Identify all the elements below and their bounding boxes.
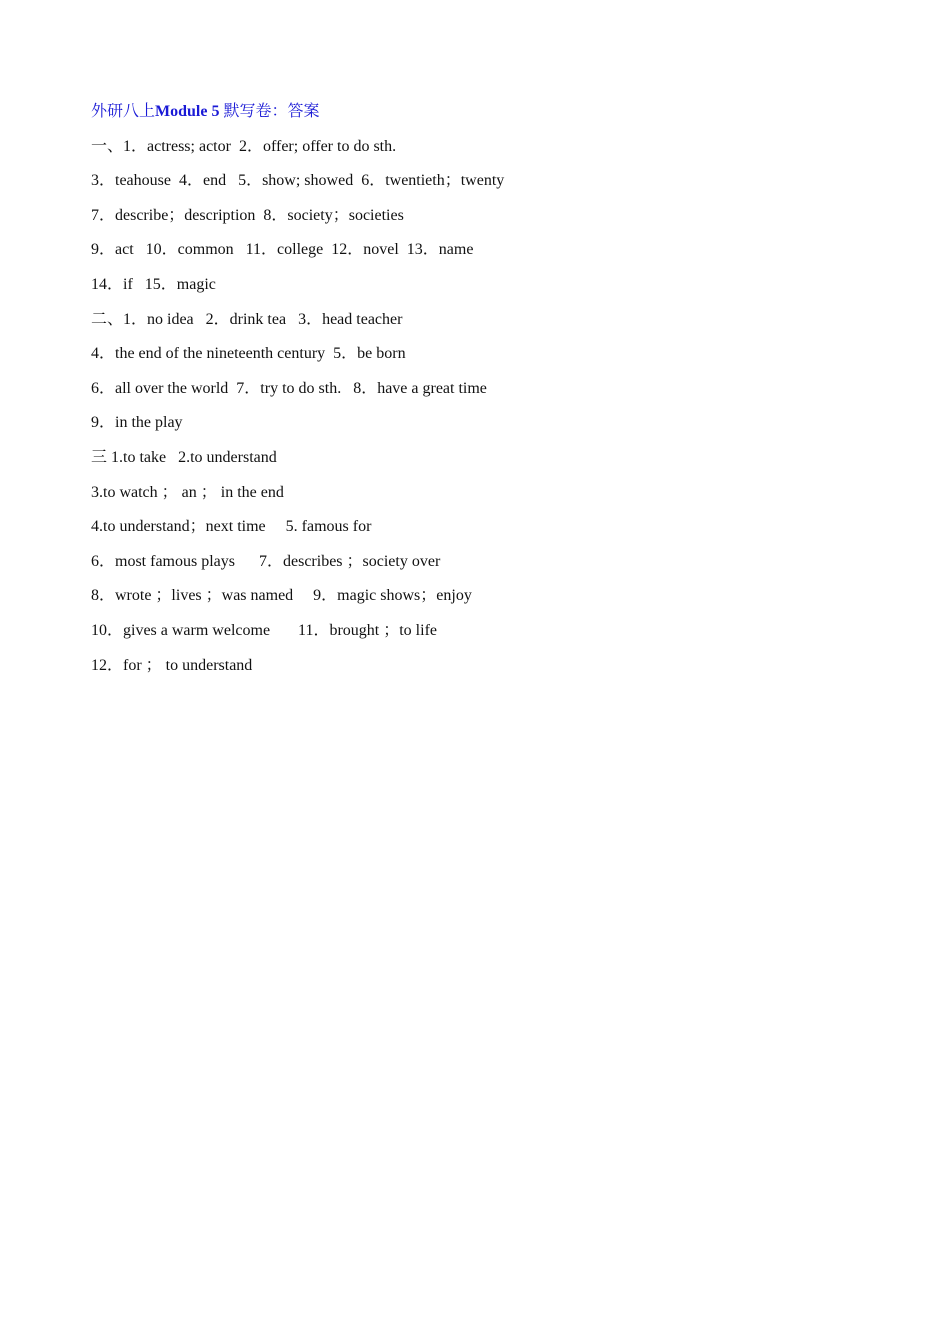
answer-line-5: 14．if 15．magic: [91, 275, 216, 293]
answer-line-8: 6．all over the world 7．try to do sth. 8．have a great time: [91, 379, 487, 397]
answer-line-2: 3．teahouse 4．end 5．show; showed 6．twentieth；twenty: [91, 172, 505, 190]
answer-line-6: 二、1．no idea 2．drink tea 3．head teacher: [91, 310, 403, 328]
answer-line-11: 3.to watch ； an ； in the end: [91, 483, 284, 501]
answer-line-9: 9．in the play: [91, 414, 183, 432]
page-title: [91, 99, 871, 125]
title-module: Module 5: [155, 103, 220, 120]
answer-line-10: 三 1.to take 2.to understand: [91, 448, 277, 466]
answer-line-12: 4.to understand；next time 5. famous for: [91, 518, 372, 536]
answer-line-3: 7．describe；description 8．society；societies: [91, 206, 404, 224]
title-suffix: 默写卷：答案: [223, 103, 320, 120]
answer-line-7: 4．the end of the nineteenth century 5．be born: [91, 345, 406, 363]
answer-line-1: 一、1．actress; actor 2．offer; offer to do sth.: [91, 137, 397, 155]
answer-line-4: 9．act 10．common 11．college 12．novel 13．name: [91, 241, 474, 259]
answer-sheet: [91, 99, 871, 679]
title-prefix: 外研八上: [91, 103, 156, 120]
answer-line-16: 12．for ； to understand: [91, 656, 253, 674]
answer-line-14: 8．wrote ；lives ；was named 9．magic shows；enjoy: [91, 587, 472, 605]
answer-line-13: 6．most famous plays 7．describes ；society over: [91, 552, 441, 570]
answer-line-15: 10．gives a warm welcome 11．brought ；to life: [91, 621, 438, 639]
